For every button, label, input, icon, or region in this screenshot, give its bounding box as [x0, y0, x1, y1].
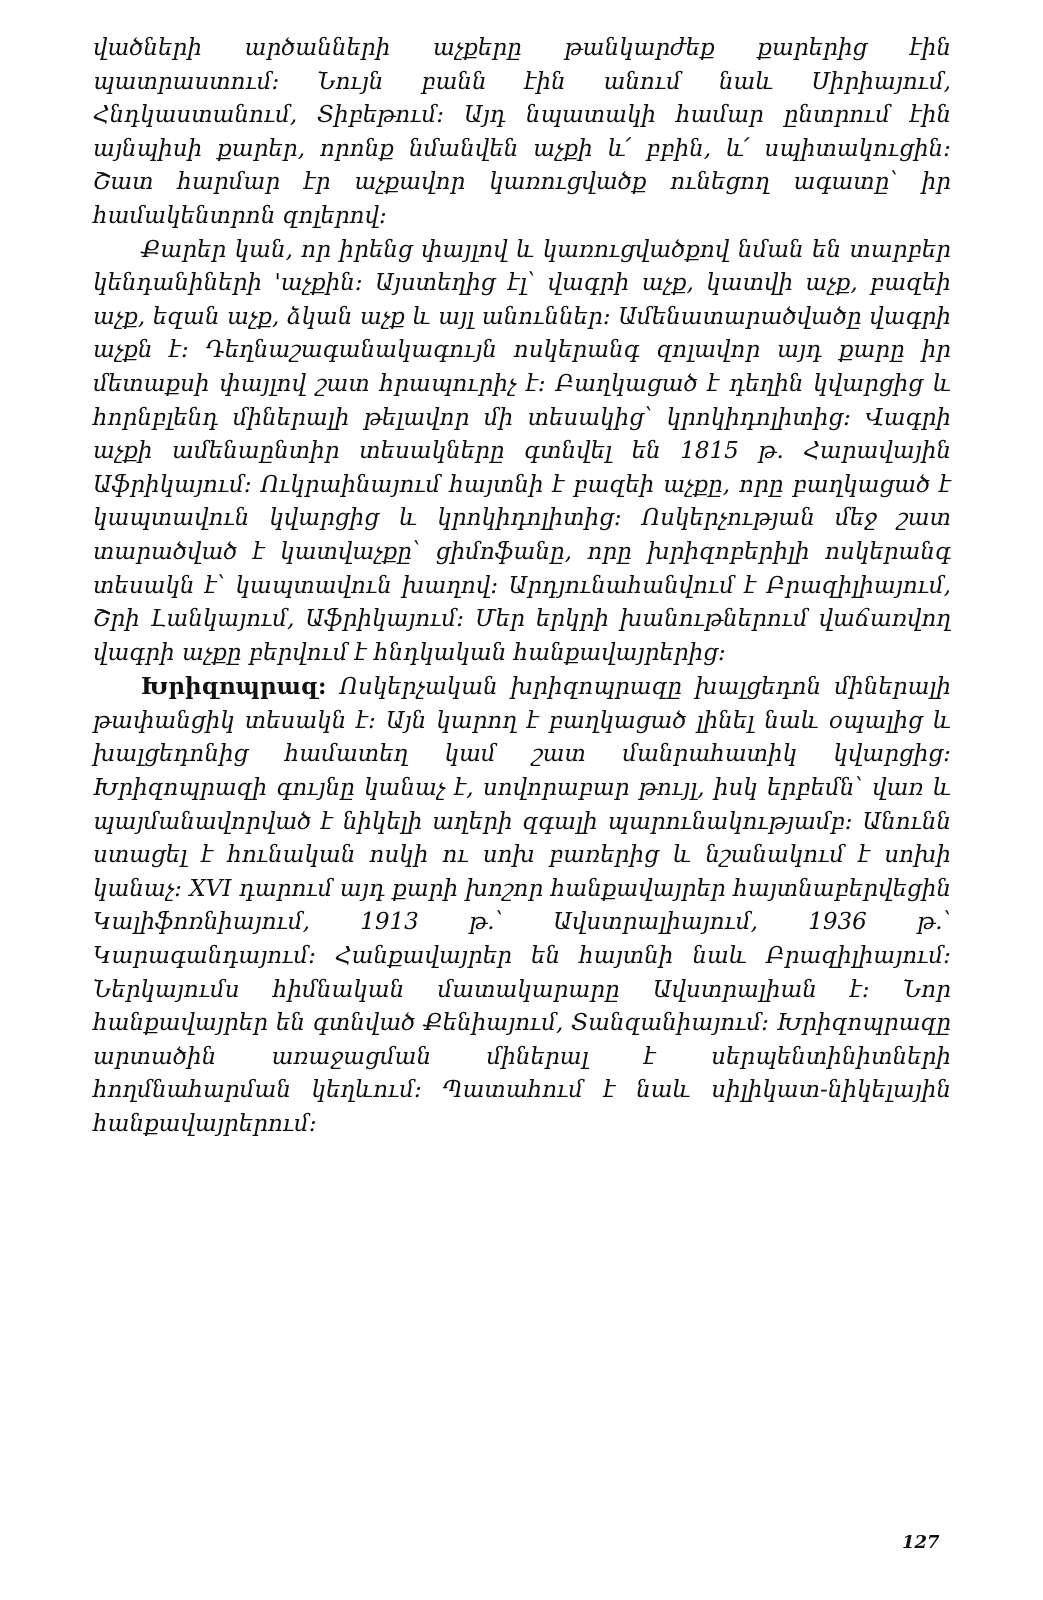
page-number: 127 — [902, 1532, 940, 1553]
paragraph-text: Քարեր կան, որ իրենց փայլով և կառուցվածքով նման են տարբեր կենդանիների 'աչքին։ Այստեղից էլ՝ վագրի աչք, կատվի աչք, բազեի աչք, եզան աչք, ձկան աչք և այլ անուններ։ Ամենատարածվածը վագրի աչքն է։ Դեղնաշագանակագույն ոսկերանգ զոլավոր այդ քարը իր մետաքսի փայլով շատ հրապուրիչ է։ Բաղկացած է դեղին կվարցից և հորնբլենդ միներալի թելավոր մի տեսակից՝ կրոկիդոլիտից։ Վագրի աչքի ամենաընտիր տեսակները գտնվել են 1815 թ. Հարավային Աֆրիկայում։ Ուկրաինայում հայտնի է բազեի աչքը, որը բաղկացած է կապտավուն կվարցից և կրոկիդոլիտից։ Ոսկերչության մեջ շատ տարածված է կատվաչքը՝ ցիմոֆանը, որը խրիզոբերիլի ոսկերանգ տեսակն է՝ կապտավուն խաղով։ Արդյունահանվում է Բրազիլիայում, Շրի Լանկայում, Աֆրիկայում։ Մեր երկրի խանութներում վաճառվող վագրի աչքը բերվում է հնդկական հանքավայրերից։ — [93, 236, 951, 666]
paragraph-text: վածների արծանների աչքերը թանկարժեք քարերից էին պատրաստում։ Նույն բանն էին անում նաև Սիրիայում, Հնդկաստանում, Տիբեթում։ Այդ նպատակի համար ընտրում էին այնպիսի քարեր, որոնք նմանվեն աչքի և՛ բբին, և՛ սպիտակուցին։ Շատ հարմար էր աչքավոր կառուցվածք ունեցող ագատը՝ իր համակենտրոն զոլերով։ — [93, 35, 951, 229]
paragraph-chrysoprase — [93, 670, 951, 1141]
section-term: Խրիզոպրազ: — [141, 673, 327, 701]
paragraph-text: Ոսկերչական խրիզոպրազը խալցեդոն միներալի թափանցիկ տեսակն է։ Այն կարող է բաղկացած լինել նաև օպալից և խալցեդոնից համատեղ կամ շատ մանրահատիկ կվարցից։ Խրիզոպրազի գույնը կանաչ է, սովորաբար թույլ, իսկ երբեմն՝ վառ և պայմանավորված է նիկելի աղերի զգալի պարունակությամբ։ Անունն ստացել է հունական ոսկի ու սոխ բառերից և նշանակում է սոխի կանաչ։ XVI դարում այդ քարի խոշոր հանքավայրեր հայտնաբերվեցին Կալիֆոռնիայում, 1913 թ.՝ Ավստրալիայում, 1936 թ.՝ Կարագանդայում։ Հանքավայրեր են հայտնի նաև Բրազիլիայում։ Ներկայումս հիմնական մատակարարը Ավստրալիան է։ Նոր հանքավայրեր են գտնված Քենիայում, Տանզանիայում։ Խրիզոպրազը արտածին առաջացման միներալ է սերպենտինիտների հողմնահարման կեղևում։ Պատահում է նաև սիլիկատ-նիկելային հանքավայրերում։ — [93, 674, 951, 1137]
page-body — [93, 32, 951, 1142]
paragraph-tiger-eye — [93, 234, 951, 671]
paragraph-eyes-of-statues — [93, 32, 951, 234]
